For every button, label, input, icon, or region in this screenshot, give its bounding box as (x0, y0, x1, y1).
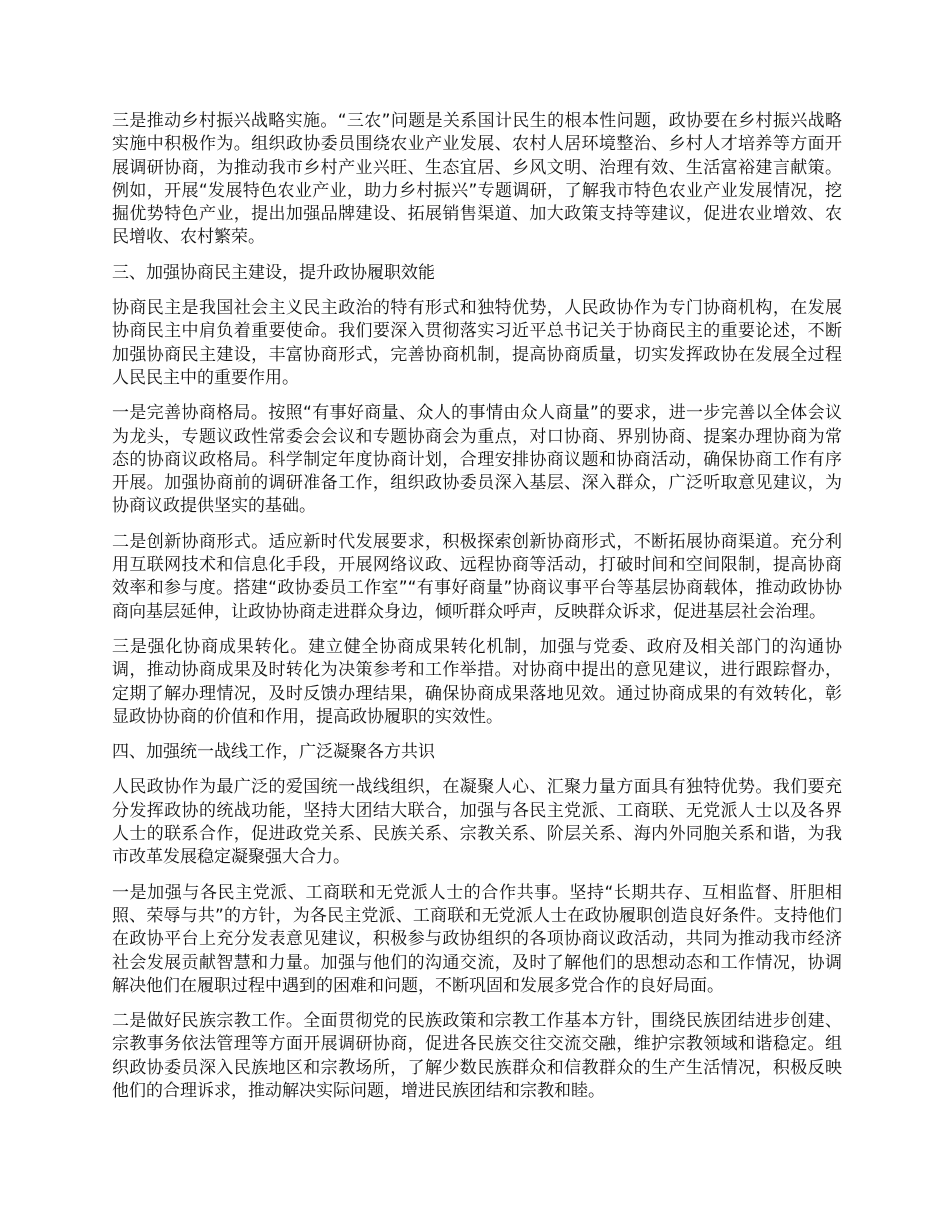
paragraph-party-cooperation: 一是加强与各民主党派、工商联和无党派人士的合作共事。坚持“长期共存、互相监督、肝胆相照、荣辱与共”的方针，为各民主党派、工商联和无党派人士在政协履职创造良好条件。支持他们在政协平台上充分发表意见建议，积极参与政协组织的各项协商议政活动，共同为推动我市经济社会发展贡献智慧和力量。加强与他们的沟通交流，及时了解他们的思想动态和工作情况，协调解决他们在履职过程中遇到的困难和问题，不断巩固和发展多党合作的良好局面。 (112, 882, 842, 996)
paragraph-consultative-democracy-intro: 协商民主是我国社会主义民主政治的特有形式和独特优势，人民政协作为专门协商机构，在发展协商民主中肩负着重要使命。我们要深入贯彻落实习近平总书记关于协商民主的重要论述，不断加强协商民主建设，丰富协商形式，完善协商机制，提高协商质量，切实发挥政协在发展全过程人民民主中的重要作用。 (112, 298, 842, 388)
paragraph-consultation-outcomes: 三是强化协商成果转化。建立健全协商成果转化机制，加强与党委、政府及相关部门的沟通协调，推动协商成果及时转化为决策参考和工作举措。对协商中提出的意见建议，进行跟踪督办，定期了解办理情况，及时反馈办理结果，确保协商成果落地见效。通过协商成果的有效转化，彰显政协协商的价值和作用，提高政协履职的实效性。 (112, 636, 842, 727)
paragraph-consultation-forms: 二是创新协商形式。适应新时代发展要求，积极探索创新协商形式，不断拓展协商渠道。充分利用互联网技术和信息化手段，开展网络议政、远程协商等活动，打破时间和空间限制，提高协商效率和参与度。搭建“政协委员工作室”“有事好商量”协商议事平台等基层协商载体，推动政协协商向基层延伸，让政协协商走进群众身边，倾听群众呼声，反映群众诉求，促进基层社会治理。 (112, 531, 842, 622)
section-heading-united-front: 四、加强统一战线工作，广泛凝聚各方共识 (112, 742, 435, 763)
section-heading-consultative-democracy: 三、加强协商民主建设，提升政协履职效能 (112, 262, 435, 283)
document-body (112, 110, 842, 1115)
paragraph-consultation-structure: 一是完善协商格局。按照“有事好商量、众人的事情由众人商量”的要求，进一步完善以全体会议为龙头，专题议政性常委会会议和专题协商会为重点，对口协商、界别协商、提案办理协商为常态的协商议政格局。科学制定年度协商计划，合理安排协商议题和协商活动，确保协商工作有序开展。加强协商前的调研准备工作，组织政协委员深入基层、深入群众，广泛听取意见建议，为协商议政提供坚实的基础。 (112, 403, 842, 517)
paragraph-ethnic-religious-work: 二是做好民族宗教工作。全面贯彻党的民族政策和宗教工作基本方针，围绕民族团结进步创建、宗教事务依法管理等方面开展调研协商，促进各民族交往交流交融，维护宗教领域和谐稳定。组织政协委员深入民族地区和宗教场所，了解少数民族群众和信教群众的生产生活情况，积极反映他们的合理诉求，推动解决实际问题，增进民族团结和宗教和睦。 (112, 1011, 842, 1101)
paragraph-united-front-intro: 人民政协作为最广泛的爱国统一战线组织，在凝聚人心、汇聚力量方面具有独特优势。我们要充分发挥政协的统战功能，坚持大团结大联合，加强与各民主党派、工商联、无党派人士以及各界人士的联系合作，促进政党关系、民族关系、宗教关系、阶层关系、海内外同胞关系和谐，为我市改革发展稳定凝聚强大合力。 (112, 777, 842, 868)
paragraph-rural-revitalization: 三是推动乡村振兴战略实施。“三农”问题是关系国计民生的根本性问题，政协要在乡村振兴战略实施中积极作为。组织政协委员围绕农业产业发展、农村人居环境整治、乡村人才培养等方面开展调研协商，为推动我市乡村产业兴旺、生态宜居、乡风文明、治理有效、生活富裕建言献策。例如，开展“发展特色农业产业，助力乡村振兴”专题调研，了解我市特色农业产业发展情况，挖掘优势特色产业，提出加强品牌建设、拓展销售渠道、加大政策支持等建议，促进农业增效、农民增收、农村繁荣。 (112, 111, 842, 248)
